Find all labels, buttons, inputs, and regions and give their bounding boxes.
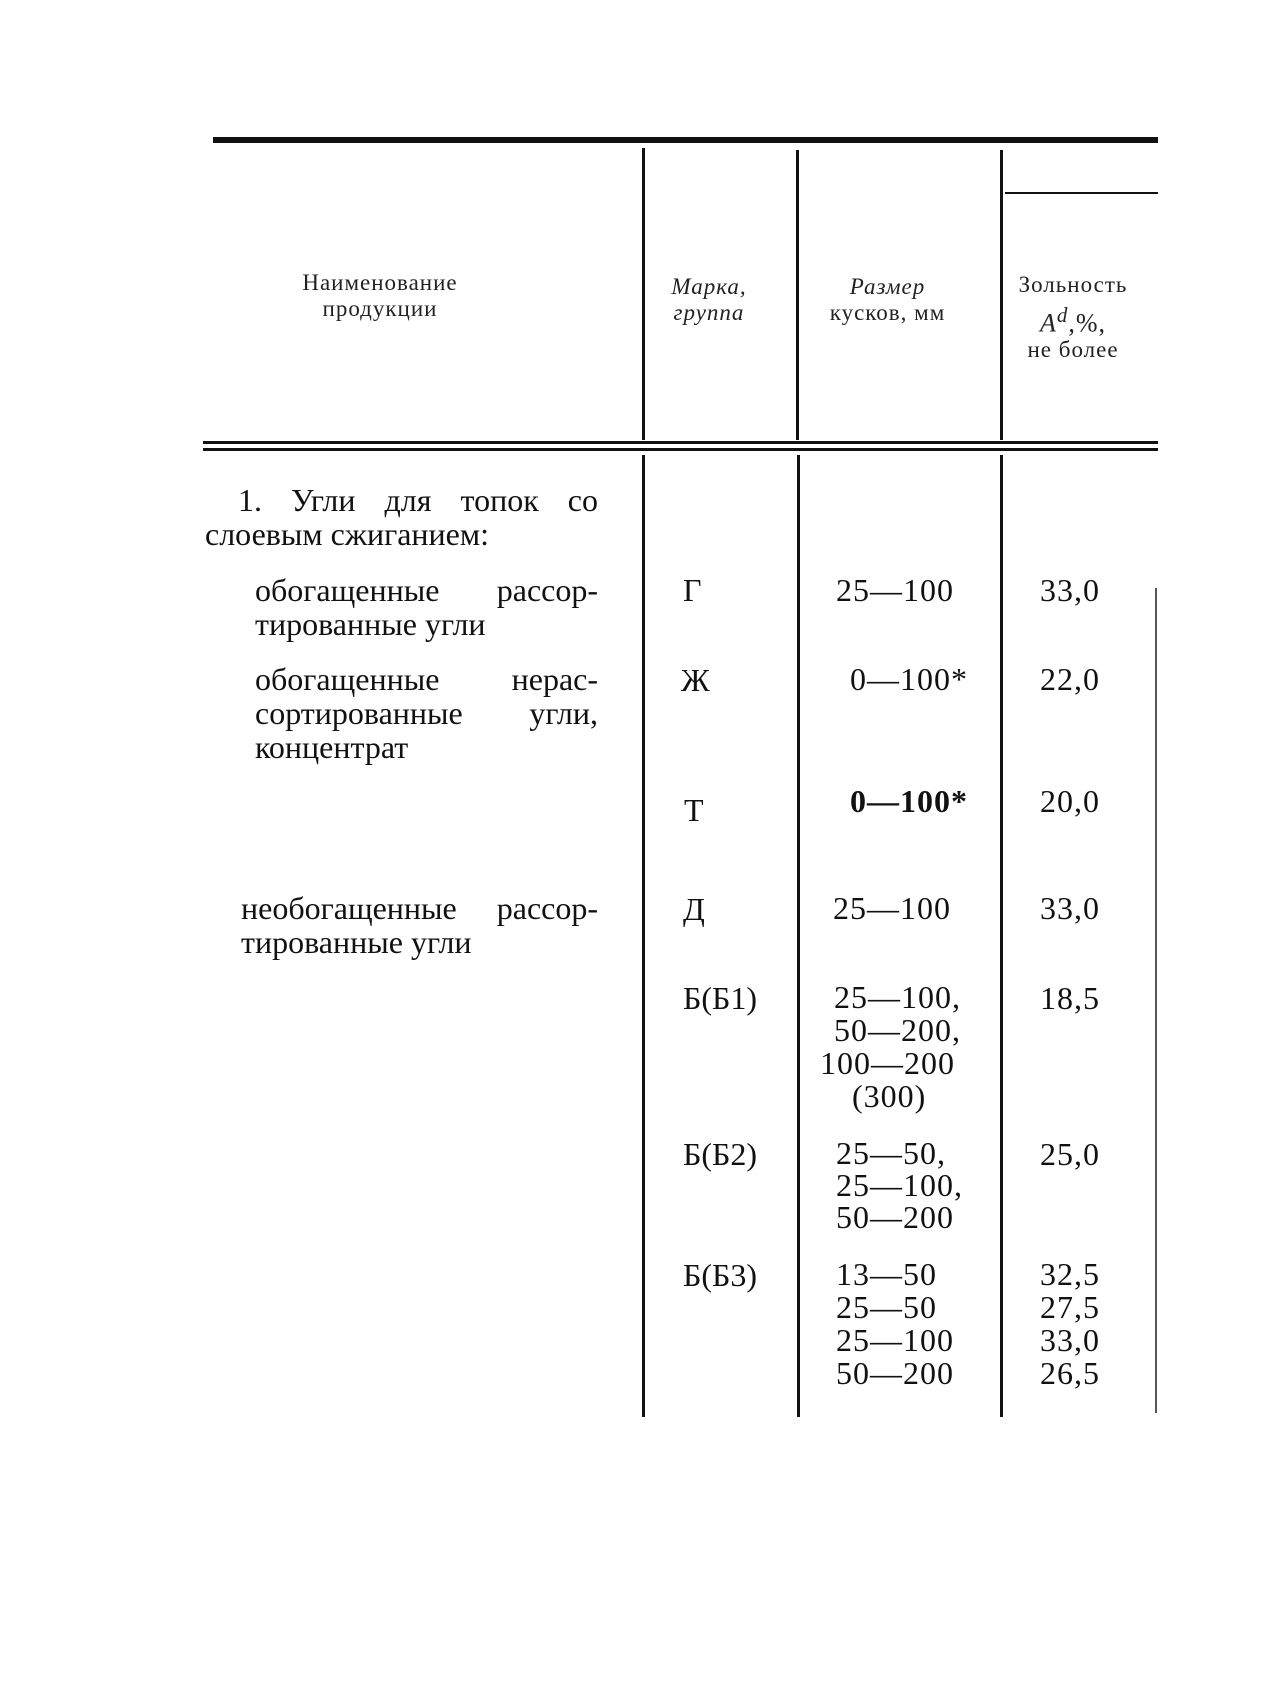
- header-size-line: Размер: [849, 274, 926, 299]
- size-line: 25—100: [836, 1322, 954, 1358]
- group-name-line: концентрат: [255, 729, 409, 765]
- group-name-line: обогащенные рассор-: [255, 572, 598, 608]
- col-divider-3: [1000, 455, 1003, 1417]
- group-name-line: обогащенные нерас-: [255, 661, 598, 697]
- grade-cell: Г: [683, 572, 702, 608]
- group-name-line: необогащенные рассор-: [241, 890, 598, 926]
- grade-cell: Ж: [681, 662, 710, 698]
- size-line: 25—100,: [836, 1167, 963, 1203]
- size-line: 25—100,: [834, 979, 961, 1015]
- size-cell: 25—100: [833, 890, 951, 926]
- header-name-line: Наименование: [302, 270, 458, 295]
- header-divider-top: [203, 441, 1158, 444]
- grade-cell: Б(Б1): [683, 980, 758, 1016]
- size-line: 50—200: [836, 1199, 954, 1235]
- col-divider-2-header: [796, 150, 799, 440]
- top-rule: [213, 137, 1158, 143]
- size-cell-multi: [820, 981, 970, 1113]
- header-ash-symbol: [1004, 302, 1142, 337]
- grade-cell: Д: [683, 891, 705, 927]
- ash-line: 33,0: [1040, 1322, 1100, 1358]
- ash-line: 32,5: [1040, 1256, 1100, 1292]
- ash-subheader-rule: [1005, 192, 1158, 194]
- header-size-line: кусков, мм: [829, 300, 946, 325]
- header-ash-symbol-letter: A: [1039, 308, 1057, 338]
- col-divider-2: [797, 455, 800, 1417]
- grade-cell: Б(Б2): [683, 1136, 758, 1172]
- ash-cell: 20,0: [1040, 783, 1100, 819]
- ash-line: 27,5: [1040, 1289, 1100, 1325]
- ash-line: 26,5: [1040, 1355, 1100, 1391]
- size-line: 25—50: [836, 1289, 937, 1325]
- col-divider-3-header: [1000, 150, 1003, 440]
- right-edge-rule: [1155, 588, 1157, 1413]
- grade-cell: Б(Б3): [683, 1257, 758, 1293]
- header-ash-line: не более: [1027, 336, 1119, 362]
- ash-cell: 33,0: [1040, 890, 1100, 926]
- section-title-line: слоевым сжиганием:: [205, 516, 489, 552]
- section-title: [205, 483, 598, 551]
- header-ash-symbol-unit: ,%,: [1068, 308, 1107, 338]
- size-line: 13—50: [836, 1256, 937, 1292]
- header-ash-symbol-superscript: d: [1056, 303, 1069, 327]
- ash-cell: 33,0: [1040, 572, 1100, 608]
- group-name-line: сортированные угли,: [255, 695, 598, 731]
- group-3-name: [241, 891, 598, 959]
- header-ash-line: Зольность: [1018, 272, 1128, 297]
- size-cell: 0—100*: [850, 661, 968, 697]
- size-line: 100—200: [820, 1045, 955, 1081]
- size-line: (300): [852, 1078, 927, 1114]
- size-line: 50—200: [836, 1355, 954, 1391]
- size-cell: 25—100: [836, 572, 954, 608]
- ash-cell: 22,0: [1040, 661, 1100, 697]
- size-cell-multi: [836, 1258, 986, 1390]
- header-grade-line: Марка,: [671, 274, 747, 299]
- group-name-line: тированные угли: [241, 924, 472, 960]
- header-grade: [650, 274, 768, 326]
- grade-cell: Т: [684, 792, 704, 828]
- group-1-name: [255, 573, 598, 641]
- group-name-line: тированные угли: [255, 606, 486, 642]
- ash-cell-multi: [1040, 1258, 1100, 1390]
- size-cell-multi: [836, 1137, 986, 1233]
- size-cell: 0—100*: [850, 783, 968, 819]
- header-size: [800, 274, 975, 326]
- ash-cell: 25,0: [1040, 1136, 1100, 1172]
- ash-cell: 18,5: [1040, 980, 1100, 1016]
- size-line: 50—200,: [834, 1012, 961, 1048]
- header-divider-bottom: [203, 448, 1158, 451]
- group-2-name: [255, 662, 598, 764]
- col-divider-1-header: [642, 148, 645, 440]
- size-line: 25—50,: [836, 1135, 946, 1171]
- col-divider-1: [642, 455, 645, 1417]
- header-ash: [1004, 272, 1142, 363]
- header-name: [240, 270, 520, 322]
- header-name-line: продукции: [322, 296, 438, 321]
- section-title-line: 1. Угли для топок со: [238, 482, 598, 518]
- header-grade-line: группа: [673, 300, 745, 325]
